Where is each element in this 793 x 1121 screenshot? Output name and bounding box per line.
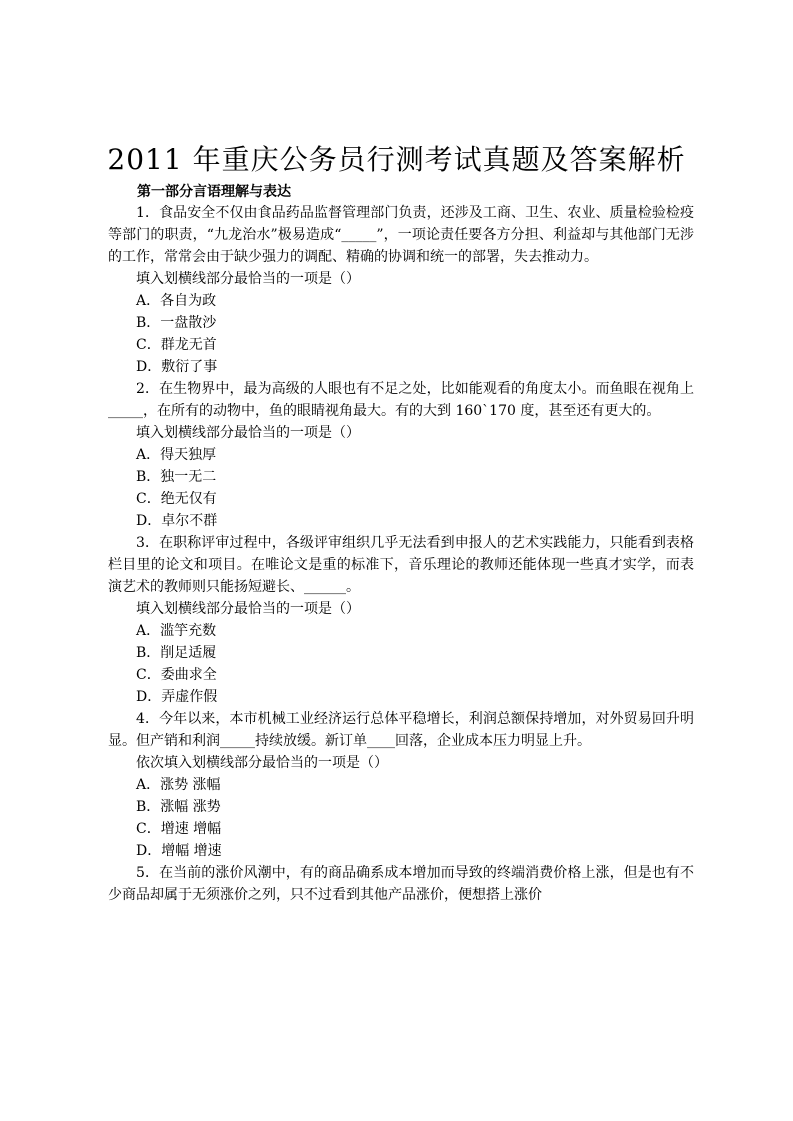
question-3-text: 3．在职称评审过程中，各级评审组织几乎无法看到申报人的艺术实践能力，只能看到表格栏目里的论文和项目。在唯论文是重的标准下，音乐理论的教师还能体现一些真才实学，而表演艺术的教师则只能扬短避长、______。: [108, 535, 694, 595]
question-2-option-c: C．绝无仅有: [136, 491, 217, 507]
question-4-option-a: A．涨势 涨幅: [136, 777, 221, 793]
question-2-option-a: A．得天独厚: [136, 447, 217, 463]
document-body: [108, 202, 694, 906]
question-3-option-a: A．滥竽充数: [136, 623, 217, 639]
question-1-option-d: D．敷衍了事: [136, 359, 218, 375]
question-1-option-a: A．各自为政: [136, 293, 217, 309]
question-2-prompt: 填入划横线部分最恰当的一项是（）: [136, 425, 360, 441]
question-4-option-b: B．涨幅 涨势: [136, 799, 221, 815]
question-2-text: 2．在生物界中，最为高级的人眼也有不足之处，比如能观看的角度太小。而鱼眼在视角上_____，在所有的动物中，鱼的眼睛视角最大。有的大到 160`170 度，甚至还有更大的。: [108, 381, 694, 419]
question-2-option-b: B．独一无二: [136, 469, 217, 485]
question-1-option-b: B．一盘散沙: [136, 315, 217, 331]
question-1-prompt: 填入划横线部分最恰当的一项是（）: [136, 271, 360, 287]
question-2-option-d: D．卓尔不群: [136, 513, 218, 529]
document-title: 2011 年重庆公务员行测考试真题及答案解析: [107, 143, 686, 176]
question-4-text: 4．今年以来，本市机械工业经济运行总体平稳增长，利润总额保持增加，对外贸易回升明显。但产销和利润_____持续放缓。新订单____回落，企业成本压力明显上升。: [108, 711, 694, 749]
question-4-option-d: D．增幅 增速: [136, 843, 222, 859]
question-1-option-c: C．群龙无首: [136, 337, 217, 353]
question-3-option-b: B．削足适履: [136, 645, 217, 661]
question-3-prompt: 填入划横线部分最恰当的一项是（）: [136, 601, 360, 617]
question-4-prompt: 依次填入划横线部分最恰当的一项是（）: [136, 755, 388, 771]
question-3-option-c: C．委曲求全: [136, 667, 217, 683]
question-3-option-d: D．弄虚作假: [136, 689, 218, 705]
question-5-text: 5．在当前的涨价风潮中，有的商品确系成本增加而导致的终端消费价格上涨，但是也有不少商品却属于无须涨价之列，只不过看到其他产品涨价，便想搭上涨价: [108, 865, 694, 903]
section-heading: 第一部分言语理解与表达: [137, 184, 291, 200]
question-1-text: 1．食品安全不仅由食品药品监督管理部门负责，还涉及工商、卫生、农业、质量检验检疫等部门的职责，“九龙治水”极易造成“_____”，一项论责任要各方分担、利益却与其他部门无涉的工作，常常会由于缺少强力的调配、精确的协调和统一的部署，失去推动力。: [108, 205, 694, 265]
question-4-option-c: C．增速 增幅: [136, 821, 222, 837]
